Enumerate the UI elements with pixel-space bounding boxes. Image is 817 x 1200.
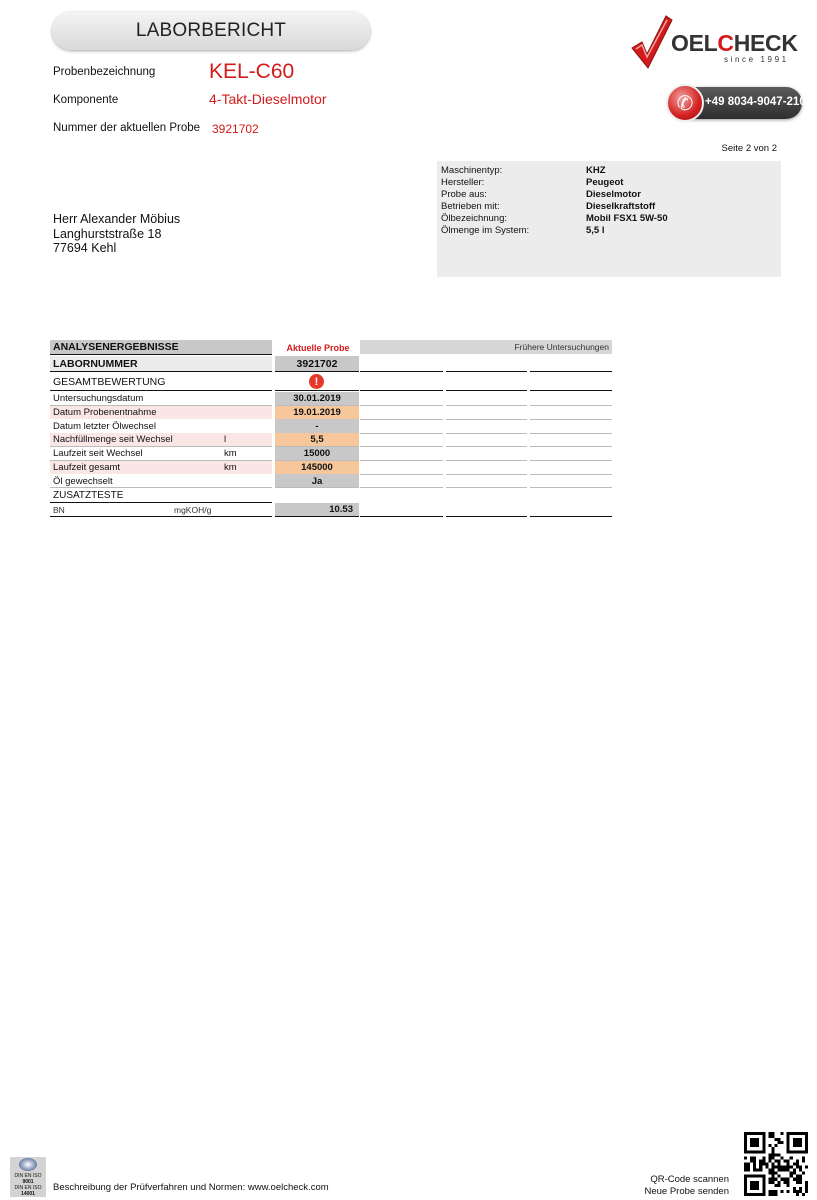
row-label: Untersuchungsdatum (50, 392, 272, 406)
logo-since: since 1991 (724, 55, 789, 64)
row-label: Nachfüllmenge seit Wechsel (50, 433, 272, 447)
iso-certification-badge: DIN EN ISO 9001 DIN EN ISO 14001 (10, 1157, 46, 1197)
machine-row: Ölbezeichnung: Mobil FSX1 5W-50 (441, 213, 668, 224)
phone-icon: ✆ (666, 84, 704, 122)
component-label: Komponente (53, 94, 119, 106)
row-value: 145000 (275, 461, 359, 475)
row-value: 30.01.2019 (275, 392, 359, 406)
iso-seal-icon (19, 1158, 37, 1171)
machine-row: Maschinentyp: KHZ (441, 165, 606, 176)
previous-results-header: Frühere Untersuchungen (360, 340, 612, 354)
row-value: 19.01.2019 (275, 406, 359, 420)
qr-caption: QR-Code scannen Neue Probe senden (644, 1174, 729, 1197)
machine-row: Probe aus: Dieselmotor (441, 189, 641, 200)
warning-icon: ! (309, 374, 324, 389)
current-sample-header: Aktuelle Probe (286, 343, 350, 353)
page-indicator: Seite 2 von 2 (721, 143, 777, 154)
machine-row: Betrieben mit: Dieselkraftstoff (441, 201, 656, 212)
address-street: Langhurststraße 18 (53, 226, 162, 241)
row-label: Laufzeit gesamt (50, 461, 272, 475)
oelcheck-logo (628, 12, 804, 70)
component-value: 4-Takt-Dieselmotor (209, 91, 327, 107)
row-value: 5,5 (275, 433, 359, 447)
section-title: ANALYSENERGEBNISSE (50, 340, 272, 354)
bn-label: BN (53, 504, 65, 515)
row-value: 15000 (275, 447, 359, 461)
bn-value: 10.53 (275, 503, 359, 516)
row-label: Datum letzter Ölwechsel (50, 419, 272, 433)
row-unit (224, 419, 264, 433)
row-label: Datum Probenentnahme (50, 406, 272, 420)
lab-number-value: 3921702 (275, 356, 359, 371)
machine-row: Ölmenge im System: 5,5 l (441, 225, 605, 236)
qr-code-icon[interactable] (744, 1132, 808, 1196)
report-title: LABORBERICHT (52, 12, 370, 50)
row-value: Ja (275, 474, 359, 488)
sample-number-value: 3921702 (212, 122, 259, 136)
row-unit (224, 392, 264, 406)
row-label: Öl gewechselt (50, 474, 272, 488)
machine-info-panel (437, 161, 781, 277)
row-unit: km (224, 448, 237, 460)
machine-row: Hersteller: Peugeot (441, 177, 624, 188)
row-unit: l (224, 434, 227, 446)
additional-tests-title: ZUSATZTESTE (53, 490, 124, 501)
phone-number: +49 8034-9047-210 (705, 96, 806, 108)
address-name: Herr Alexander Möbius (53, 212, 181, 226)
row-value: - (275, 419, 359, 433)
overall-rating-label: GESAMTBEWERTUNG (53, 375, 166, 388)
sample-name-value: KEL-C60 (209, 60, 295, 83)
row-unit: km (224, 461, 237, 473)
analysis-results-table (50, 340, 612, 520)
recipient-address (53, 212, 180, 256)
sample-name-label: Probenbezeichnung (53, 66, 156, 78)
logo-wordmark: OELCHECK (671, 30, 798, 56)
lab-number-label: LABORNUMMER (50, 356, 272, 371)
bn-unit: mgKOH/g (174, 504, 212, 515)
row-unit (224, 474, 264, 488)
row-label: Laufzeit seit Wechsel (50, 447, 272, 461)
phone-contact[interactable] (668, 87, 806, 119)
footer-note: Beschreibung der Prüfverfahren und Normen: www.oelcheck.com (53, 1182, 329, 1193)
checkmark-icon (628, 12, 676, 70)
row-unit (224, 406, 264, 420)
address-city: 77694 Kehl (53, 241, 117, 255)
sample-number-label: Nummer der aktuellen Probe (53, 122, 201, 134)
